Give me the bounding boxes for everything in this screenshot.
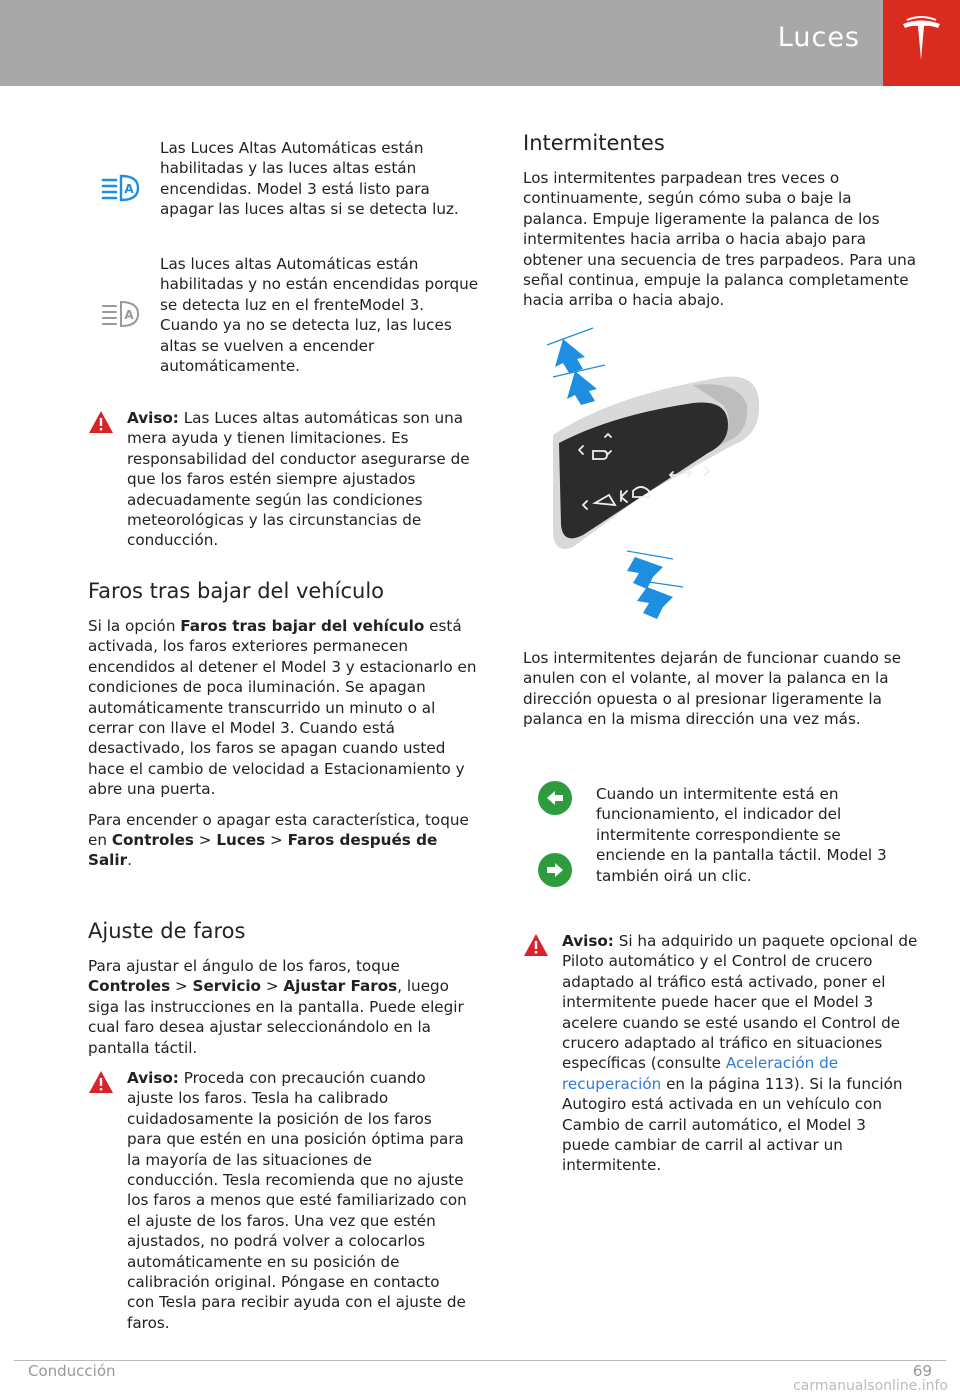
warning-label: Aviso: [562, 932, 614, 950]
warning-icon [88, 1070, 114, 1098]
footer-divider [14, 1360, 946, 1361]
text: Para encender o apagar esta característica, toque en [88, 810, 469, 850]
menu-path-controles: Controles [88, 977, 171, 996]
high-beam-off-icon [100, 300, 140, 332]
text: está activada, los faros exteriores permanecen encendidos al detener el Model 3 y estacionarlo en condiciones de poca iluminación. Se apagan automáticamente transcurrido un minuto o al cerrar con llave el Model 3. Cuando está desactivado, los faros se apagan cuando usted hace el cambio de velocidad a Estacionamiento y abre una puerta. [88, 617, 477, 799]
turn-indicator-text: Cuando un intermitente está en funcionamiento, el indicador del intermitente correspondiente se enciende en la pantalla táctil. Model 3 también oirá un clic. [596, 785, 887, 885]
menu-path-faros: Faros después de Salir [88, 831, 438, 870]
intermitentes-section [523, 130, 918, 321]
text: Para ajustar el ángulo de los faros, toque [88, 957, 400, 975]
tesla-logo [883, 0, 960, 86]
text: Si la opción [88, 617, 181, 635]
turn-signal-stalk-illustration [523, 325, 763, 629]
text: > [170, 977, 193, 996]
page-header [0, 0, 960, 86]
text: , luego siga las instrucciones en la pantalla. Puede elegir cual faro desea ajustar seleccionándolo en la pantalla táctil. [88, 977, 464, 1057]
faros-paragraph-1 [88, 616, 483, 800]
link-aceleracion-recuperacion[interactable]: Aceleración de recuperación [562, 1054, 839, 1093]
warning-text: Las Luces altas automáticas son una mera ayuda y tienen limitaciones. Es responsabilidad del conductor asegurarse de que los faros estén siempre ajustados adecuadamente según las condiciones meteorológicas y las circunstancias de conducción. [127, 409, 470, 550]
warning-text: Si ha adquirido un paquete opcional de Piloto automático y el Control de crucero adaptado al tráfico está activado, poner el intermitente puede hacer que el Model 3 acelere cuando se esté usando el Control de crucero adaptado al tráfico en situaciones específicas (consulte [562, 932, 918, 1073]
ajuste-section [88, 918, 483, 1068]
section-title-faros: Faros tras bajar del vehículo [88, 579, 385, 603]
menu-path-ajustar-faros: Ajustar Faros [283, 977, 398, 996]
section-title-ajuste: Ajuste de faros [88, 919, 246, 943]
header-title: Luces [777, 22, 860, 53]
warning-label: Aviso: [127, 409, 179, 427]
menu-path-luces: Luces [216, 831, 266, 850]
menu-path-servicio: Servicio [192, 977, 261, 996]
footer-section: Conducción [28, 1362, 116, 1380]
warning-text: en la página 113). Si la función Autogiro está activada en un vehículo con Cambio de carril automático, el Model 3 puede cambiar de carril al activar un intermitente. [562, 1074, 903, 1175]
turn-left-indicator-icon [537, 780, 573, 820]
faros-paragraph-2 [88, 810, 483, 871]
text: > [193, 831, 217, 850]
text: > [265, 831, 288, 850]
warning-icon [88, 410, 114, 438]
setting-name: Faros tras bajar del vehículo [180, 617, 425, 635]
faros-section [88, 578, 483, 881]
warning-text: Proceda con precaución cuando ajuste los faros. Tesla ha calibrado cuidadosamente la posición de los faros para que estén en una posición óptima para la mayoría de las situaciones de conducción. Tesla recomienda que no ajuste los faros a menos que esté familiarizado con el ajuste de los faros. Una vez que estén ajustados, no podrá volver a colocarlos automáticamente en su posición de calibración original. Póngase en contacto con Tesla para recibir ayuda con el ajuste de faros. [127, 1069, 467, 1332]
svg-text:A: A [124, 308, 134, 322]
text: . [127, 851, 132, 870]
intermitentes-paragraph-2: Los intermitentes dejarán de funcionar cuando se anulen con el volante, al mover la palanca en la dirección opuesta o al presionar ligeramente la palanca en la misma dirección una vez más. [523, 649, 902, 729]
section-title-intermitentes: Intermitentes [523, 131, 665, 155]
high-beam-off-text: Las luces altas Automáticas están habilitadas y no están encendidas porque se detecta luz en el frenteModel 3. Cuando ya no se detecta luz, las luces altas se vuelven a encender automáticamente. [160, 255, 479, 376]
intermitentes-paragraph-1: Los intermitentes parpadean tres veces o continuamente, según cómo suba o baje la palanca. Empuje ligeramente la palanca de los intermitentes hacia arriba o hacia abajo para obtener una secuencia de tres parpadeos. Para una señal continua, empuje la palanca completamente hacia arriba o hacia abajo. [523, 169, 917, 310]
svg-text:A: A [124, 182, 134, 196]
text: > [261, 977, 284, 996]
turn-right-indicator-icon [537, 852, 573, 892]
warning-label: Aviso: [127, 1069, 179, 1087]
footer-page-number: 69 [912, 1362, 932, 1380]
warning-icon [523, 933, 549, 961]
high-beam-on-text: Las Luces Altas Automáticas están habilitadas y las luces altas están encendidas. Model 3 está listo para apagar las luces altas si se detecta luz. [160, 139, 459, 219]
menu-path-controles: Controles [111, 831, 194, 850]
ajuste-paragraph [88, 956, 483, 1058]
high-beam-on-icon [100, 174, 140, 206]
watermark: carmanualsonline.info [793, 1378, 948, 1394]
